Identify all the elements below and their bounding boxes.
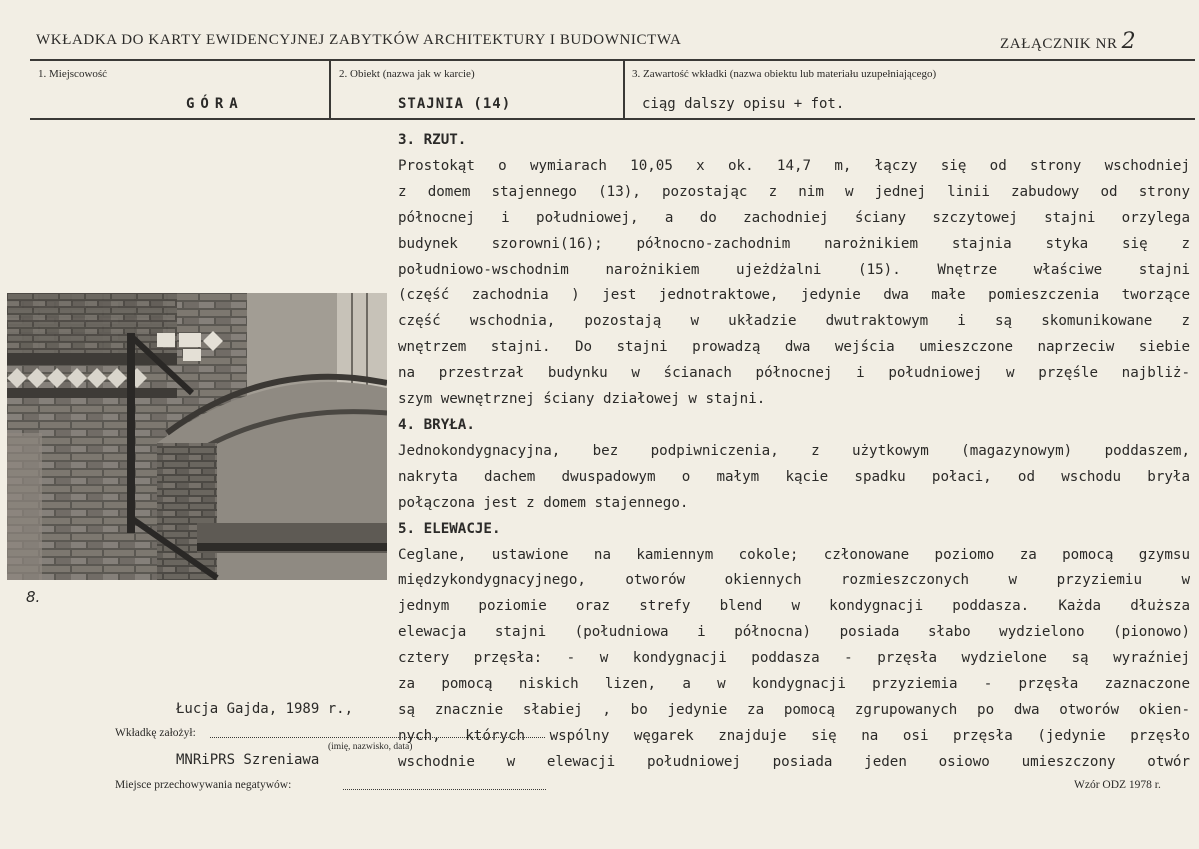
text-line: cztery przęsła: - w kondygnacji poddasza - przęsła wydzielone są wyraźniej xyxy=(398,650,1190,667)
contents-label: 3. Zawartość wkładki (nazwa obiektu lub materiału uzupełniającego) xyxy=(632,68,937,80)
fields-rule xyxy=(30,118,1195,120)
header-rule xyxy=(30,59,1195,61)
text-line: Jednokondygnacyjna, bez podpiwniczenia, z użytkowym (magazynowym) poddaszem, xyxy=(398,442,1190,459)
object-value: STAJNIA (14) xyxy=(398,96,512,112)
text-line: na przestrzał budynku w ścianach północnej i południowej w przęśle najbliż- xyxy=(398,365,1190,382)
text-line: szym wewnętrznej ściany działowej w stajni. xyxy=(398,391,766,408)
text-line: jednym poziomie oraz strefy blend w kondygnacji poddasza. Każda dłuższa xyxy=(398,598,1190,615)
description-text xyxy=(398,128,1190,776)
section-heading-rzut: 3. RZUT. xyxy=(398,132,467,148)
text-line: elewacja stajni (południowa i północna) posiada słabo wydzielono (pionowo) xyxy=(398,624,1190,641)
photo-brick-wall-image xyxy=(7,293,387,580)
locality-value: GÓRA xyxy=(186,96,244,112)
annex-label xyxy=(1000,29,1136,54)
text-line: budynek szorowni(16); północno-zachodnim narożnikiem stajnia styka się z xyxy=(398,235,1190,252)
author-dotted-line xyxy=(210,737,545,738)
text-line: południowo-wschodnim narożnikiem ujeżdżalni (15). Wnętrze właściwe stajni xyxy=(398,261,1190,278)
text-line: wnętrzem stajni. Do stajni prowadzą dwa wejścia umieszczone naprzeciw siebie xyxy=(398,339,1190,356)
field-divider-1 xyxy=(329,60,331,118)
text-line: Prostokąt o wymiarach 10,05 x ok. 14,7 m, łączy się od strony wschodniej xyxy=(398,157,1190,174)
text-line: za pomocą niskich lizen, a w kondygnacji przyziemia - przęsła zaznaczone xyxy=(398,676,1190,693)
form-model-label: Wzór ODZ 1978 r. xyxy=(1074,779,1161,791)
text-line: część wschodnia, pozostają w układzie dwutraktowym i są skomunikowane z xyxy=(398,313,1190,330)
annex-label-text: ZAŁĄCZNIK NR xyxy=(1000,36,1118,52)
text-line: Ceglane, ustawione na kamiennym cokole; członowane poziomo za pomocą gzymsu xyxy=(398,546,1190,563)
photo-brick-wall xyxy=(7,293,387,580)
storage-value: MNRiPRS Szreniawa xyxy=(176,752,320,768)
text-line: nakryta dachem dwuspadowym o małym kącie spadku połaci, od wschodu bryła xyxy=(398,468,1190,485)
text-line: z domem stajennego (13), pozostając z nim w jednej linii zabudowy od strony xyxy=(398,183,1190,200)
author-label: Wkładkę założył: xyxy=(115,727,196,739)
photo-number: 8. xyxy=(26,588,41,606)
text-line: są znacznie słabiej , bo jedynie za pomocą zgrupowanych po dwa otworów okien- xyxy=(398,701,1190,718)
field-divider-2 xyxy=(623,60,625,118)
section-heading-bryla: 4. BRYŁA. xyxy=(398,416,475,433)
annex-number: 2 xyxy=(1121,29,1137,54)
form-header-title: WKŁADKA DO KARTY EWIDENCYJNEJ ZABYTKÓW ARCHITEKTURY I BUDOWNICTWA xyxy=(36,32,682,48)
locality-label: 1. Miejscowość xyxy=(38,68,108,80)
contents-value: ciąg dalszy opisu + fot. xyxy=(642,96,845,112)
author-caption: (imię, nazwisko, data) xyxy=(328,742,413,752)
text-line: międzykondygnacyjnego, otworów okiennych rozmieszczonych w przyziemiu w xyxy=(398,572,1190,589)
text-line: nych, których wspólny węgarek znajduje się na osi przęsła (jedynie przęsło xyxy=(398,727,1190,744)
text-line: wschodnie w elewacji południowej posiada jeden osiowo umieszczony otwór xyxy=(398,753,1190,770)
storage-dotted-line xyxy=(343,789,546,790)
text-line: (część zachodnia ) jest jednotraktowe, jedynie dwa małe pomieszczenia tworzące xyxy=(398,287,1190,304)
text-line: północnej i południowej, a do zachodniej ściany szczytowej stajni orzylega xyxy=(398,209,1190,226)
object-label: 2. Obiekt (nazwa jak w karcie) xyxy=(339,68,475,80)
storage-label: Miejsce przechowywania negatywów: xyxy=(115,779,292,791)
text-line: połączona jest z domem stajennego. xyxy=(398,494,689,511)
author-name: Łucja Gajda, 1989 r., xyxy=(176,701,354,717)
section-heading-elewacje: 5. ELEWACJE. xyxy=(398,520,501,537)
